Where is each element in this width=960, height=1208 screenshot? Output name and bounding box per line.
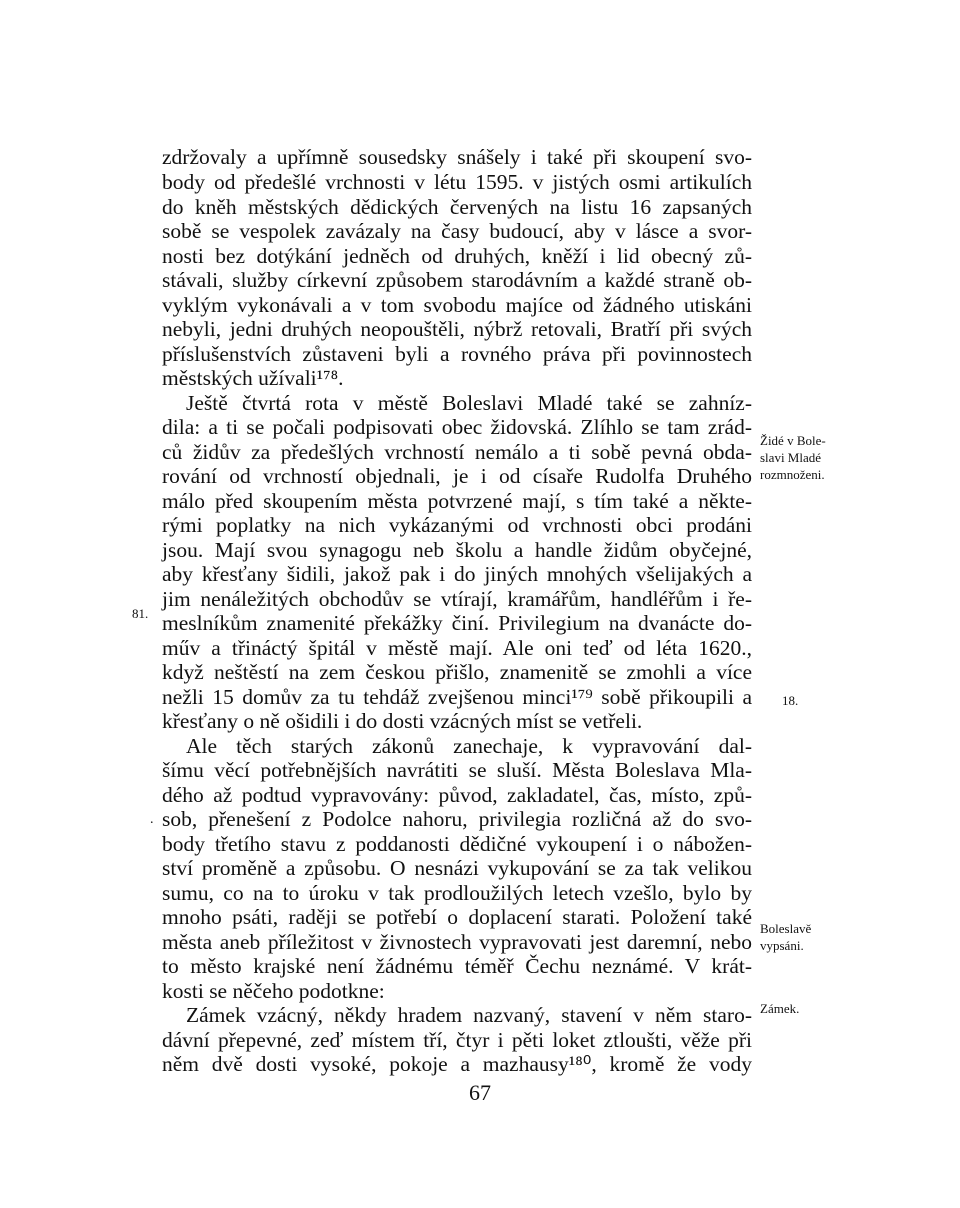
body-line: sob, přenešení z Podolce nahoru, privilegia rozličná až do svo- — [162, 807, 752, 831]
left-margin-marker: 81. — [132, 606, 149, 621]
margin-note-described: Boleslavě — [760, 921, 812, 936]
margin-note-jews: Židé v Bole- — [760, 433, 826, 448]
body-line: aby křesťany šidili, jakož pak i do jiných mnohých všelijakých a — [162, 562, 752, 586]
body-line: mnoho psáti, raději se potřebí o doplacení starati. Položení také — [162, 905, 752, 929]
body-line: šímu věcí potřebnějších navrátiti se sluší. Města Boleslava Mla- — [162, 758, 752, 782]
page-number: 67 — [469, 1080, 491, 1105]
body-line: zdržovaly a upřímně sousedsky snášely i také při skoupení svo- — [162, 145, 752, 169]
body-line: dávní přepevné, zeď místem tří, čtyr i pěti loket ztloušti, věže při — [162, 1028, 752, 1052]
body-line: dila: a ti se počali podpisovati obec židovská. Zlíhlo se tam zrád- — [162, 415, 752, 439]
body-line: rování od vrchností objednali, je i od císaře Rudolfa Druhého — [162, 464, 752, 488]
body-line: dého až podtud vypravovány: původ, zakladatel, čas, místo, způ- — [162, 783, 752, 807]
body-line: stávali, služby církevní způsobem starodávním a každé straně ob- — [162, 268, 752, 292]
body-line: sobě se vespolek zavázaly na časy budoucí, aby v lásce a svor- — [162, 219, 752, 243]
body-line: městských užívali¹⁷⁸. — [162, 366, 344, 390]
body-line: sumu, co na to úroku v tak prodloužilých letech vzešlo, bylo by — [162, 881, 752, 905]
body-line: města aneb příležitost v živnostech vypravovati jest daremní, nebo — [162, 930, 752, 954]
body-line: ství proměně a způsobu. O nesnázi vykupování se za tak velikou — [162, 856, 752, 880]
body-line: meslníkům znamenité překážky činí. Privilegium na dvanácte do- — [162, 611, 752, 635]
body-line: málo před skoupením města potvrzené mají, s tím také a někte- — [162, 489, 752, 513]
body-line: příslušenstvích zůstaveni byli a rovného práva při povinnostech — [162, 342, 752, 366]
body-line: do kněh městských dědických červených na listu 16 zapsaných — [162, 195, 752, 219]
body-line: jim nenáležitých obchodův se vtírají, kramářům, handléřům i ře- — [162, 587, 752, 611]
body-line: nosti bez dotýkání jedněch od druhých, kněží i lid obecný zů- — [162, 244, 752, 268]
body-line: rými poplatky na nich vykázanými od vrchnosti obci prodáni — [162, 513, 752, 537]
body-line: Ale těch starých zákonů zanechaje, k vypravování dal- — [186, 734, 752, 758]
stray-mark: . — [150, 812, 154, 827]
body-line: něm dvě dosti vysoké, pokoje a mazhausy¹⁸⁰, kromě že vody — [162, 1052, 752, 1076]
body-line: kosti se něčeho podotkne: — [162, 979, 385, 1003]
body-line: Ještě čtvrtá rota v městě Boleslavi Mladé také se zahníz- — [186, 391, 752, 415]
body-line: nebyli, jedni druhých neopouštěli, nýbrž retovali, Bratří při svých — [162, 317, 752, 341]
margin-note-number: 18. — [782, 693, 799, 708]
body-line: műv a třináctý špitál v městě mají. Ale oni teď od léta 1620., — [162, 636, 752, 660]
body-line: body od předešlé vrchnosti v létu 1595. v jistých osmi artikulích — [162, 170, 752, 194]
body-line: vyklým vykonávali a v tom svobodu majíce od žádného utiskáni — [162, 293, 752, 317]
body-line: to město krajské není žádnému téměř Čechu neznámé. V krát- — [162, 954, 752, 978]
margin-note-jews: rozmnoženi. — [760, 467, 825, 482]
margin-note-jews: slavi Mladé — [760, 450, 822, 465]
body-line: nežli 15 domův za tu tehdáž zvejšenou minci¹⁷⁹ sobě přikoupili a — [162, 685, 752, 709]
margin-note-castle: Zámek. — [760, 1001, 800, 1016]
body-line: body třetího stavu z poddanosti dědičné vykoupení i o nábožen- — [162, 832, 752, 856]
body-line: Zámek vzácný, někdy hradem nazvaný, stavení v něm staro- — [186, 1003, 752, 1027]
body-line: křesťany o ně ošidili i do dosti vzácných míst se vetřeli. — [162, 709, 643, 733]
margin-note-described: vypsáni. — [760, 938, 804, 953]
body-line: když neštěstí na zem českou přišlo, znamenitě se zmohli a více — [162, 660, 752, 684]
body-line: ců židův za předešlých vrchností nemálo a ti sobě pevná obda- — [162, 440, 752, 464]
body-line: jsou. Mají svou synagogu neb školu a handle židům obyčejné, — [162, 538, 752, 562]
